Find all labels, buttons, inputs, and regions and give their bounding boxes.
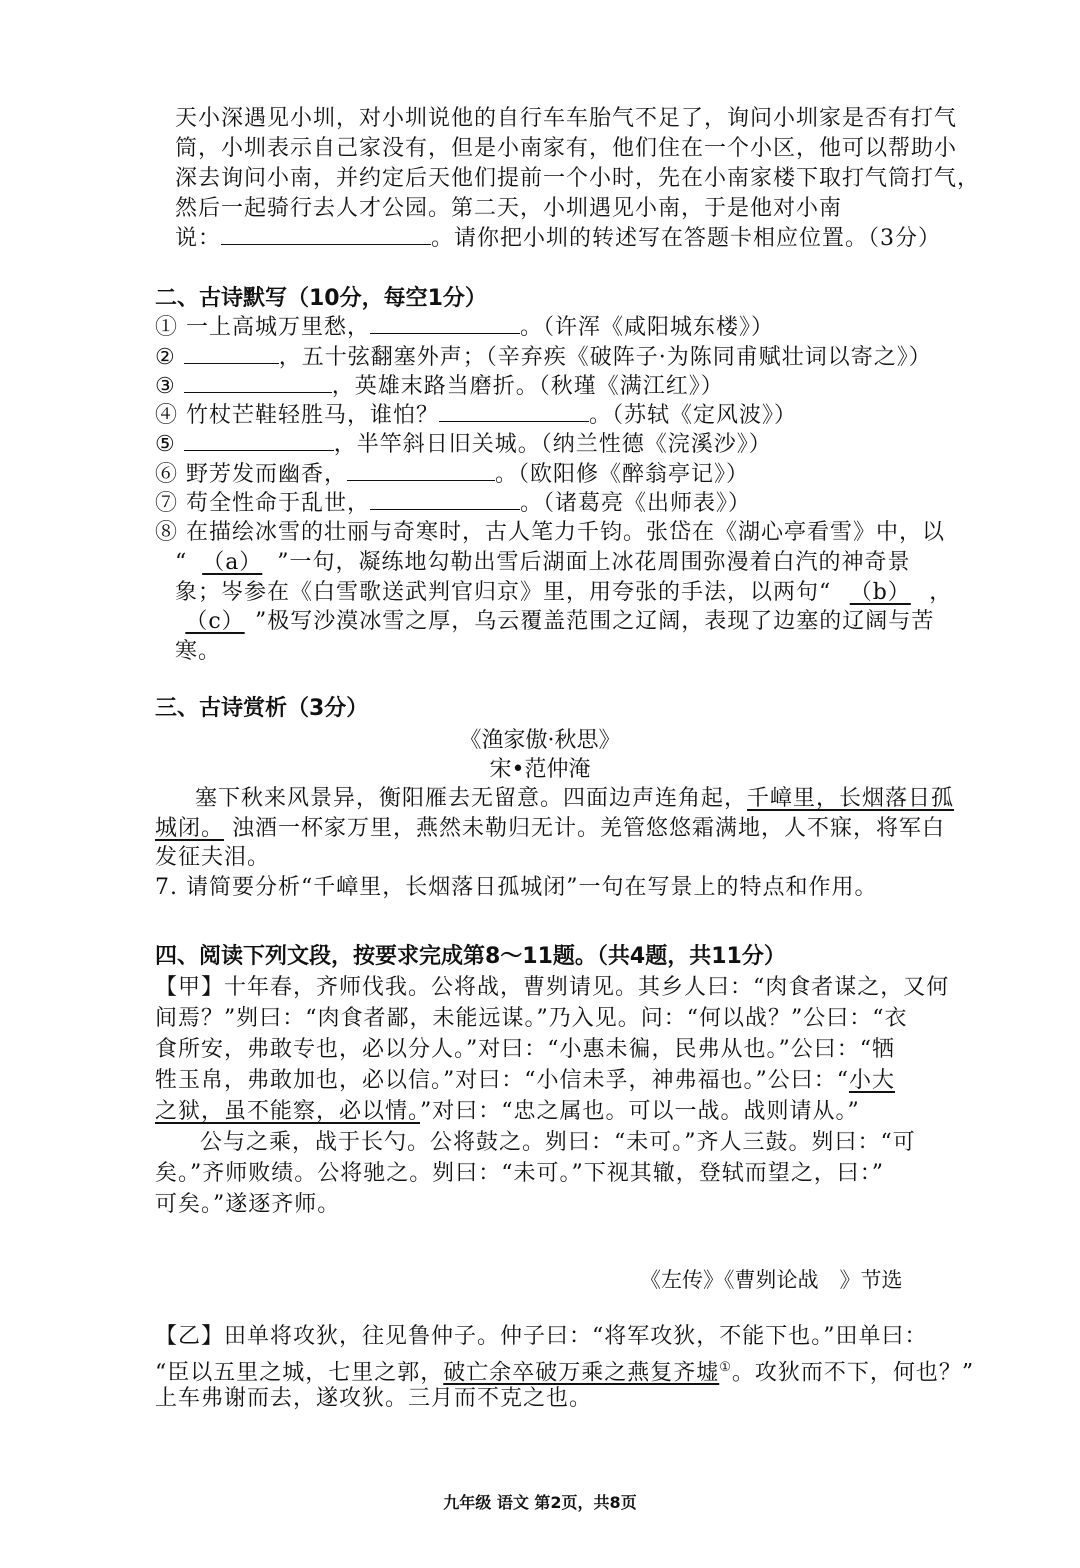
text-jia-line-4 — [155, 1066, 895, 1096]
section-4-title: 四、阅读下列文段，按要求完成第8～11题。（共4题，共11分） — [155, 944, 786, 969]
q7-source: 。（诸葛亮《出师表》） — [520, 491, 752, 516]
text-jia-line-3: 食所安，弗敢专也，必以分人。”对曰：“小惠未徧，民弗从也。”公曰：“牺 — [155, 1037, 895, 1062]
q8-line3-text: 象；岑参在《白雪歌送武判官归京》里，用夸张的手法，以两句“ — [175, 580, 832, 605]
q8-comma: ， — [929, 580, 953, 605]
answer-blank-q1[interactable] — [370, 313, 520, 334]
poem-recall-q8-line1: ⑧ 在描绘冰雪的壮丽与奇寒时，古人笔力千钧。张岱在《湖心亭看雪》中，以 — [155, 520, 945, 545]
poem-recall-q2 — [155, 343, 932, 373]
intro-instruction: 。请你把小圳的转述写在答题卡相应位置。（3分） — [431, 226, 942, 251]
poem-line-3: 发征夫泪。 — [155, 845, 271, 870]
poem-recall-q4 — [155, 401, 797, 431]
intro-line-2: 筒，小圳表示自己家没有，但是小南家有，他们住在一个小区，他可以帮助小 — [175, 136, 958, 161]
text-jia-line-2: 间焉？”刿曰：“肉食者鄙，未能远谋。”乃入见。问：“何以战？”公曰：“衣 — [155, 1006, 908, 1031]
answer-blank-q5[interactable] — [184, 430, 334, 451]
poem-recall-q8-line4 — [175, 607, 934, 637]
answer-blank-q8b[interactable]: （b） — [849, 580, 911, 605]
yi-line-2-text: “臣以五里之城，七里之郭， — [155, 1360, 444, 1386]
text-jia-line-8: 可矣。”遂逐齐师。 — [155, 1192, 341, 1217]
text-jia-line-7: 矣。”齐师败绩。公将驰之。刿曰：“未可。”下视其辙，登轼而望之，曰：” — [155, 1161, 884, 1186]
q1-text: ① 一上高城万里愁， — [155, 315, 370, 340]
q8-open-quote: “ — [175, 550, 188, 575]
q6-source: 。（欧阳修《醉翁亭记》） — [495, 462, 750, 487]
poem-author: 宋•范仲淹 — [489, 757, 591, 782]
poem-line-2-text: 浊酒一杯家万里，燕然未勒归无计。羌管悠悠霜满地，人不寐，将军白 — [224, 816, 946, 841]
q3-text: ，英雄末路当磨折。（秋瑾《满江红》） — [331, 374, 724, 399]
intro-line-3: 深去询问小南，并约定后天他们提前一个小时，先在小南家楼下取打气筒打气， — [175, 166, 981, 191]
section-2-title: 二、古诗默写（10分，每空1分） — [155, 286, 487, 311]
jia-underlined-sentence: 之狱，虽不能察，必以情。 — [155, 1099, 421, 1124]
q8-line4-text: ”极写沙漠冰雪之厚，乌云覆盖范围之辽阔，表现了边塞的辽阔与苦 — [255, 609, 935, 634]
q5-num: ⑤ — [155, 432, 176, 457]
answer-blank-q2[interactable] — [184, 343, 279, 364]
q4-source: 。（苏轼《定风波》） — [589, 403, 798, 428]
poem-line-1 — [195, 784, 954, 814]
poem-underlined-phrase: 千嶂里，长烟落日孤 — [747, 786, 955, 811]
yi-underlined-phrase: 破亡余卒破万乘之燕复齐墟 — [443, 1360, 720, 1386]
intro-line-5 — [175, 224, 941, 254]
poem-line-2 — [155, 814, 945, 844]
poem-recall-q1 — [155, 313, 774, 343]
q1-source: 。（许浑《咸阳城东楼》） — [520, 315, 775, 340]
poem-title: 《渔家傲·秋思》 — [459, 728, 621, 753]
poem-line-1-text: 塞下秋来风景异，衡阳雁去无留意。四面边声连角起， — [195, 786, 748, 811]
q2-text: ，五十弦翻塞外声；（辛弃疾《破阵子·为陈同甫赋壮词以寄之》） — [278, 345, 932, 370]
intro-line-1: 天小深遇见小圳，对小圳说他的自行车车胎气不足了，询问小圳家是否有打气 — [175, 106, 958, 131]
poem-recall-q8-line5: 寒。 — [175, 639, 222, 664]
q5-text: ，半竿斜日旧关城。（纳兰性德《浣溪沙》） — [333, 432, 772, 457]
text-jia-source: 《左传》《曹刿论战 》节选 — [640, 1268, 903, 1292]
jia-line-5-text: ”对曰：“忠之属也。可以一战。战则请从。” — [420, 1099, 860, 1124]
jia-underlined-start: 小大 — [849, 1068, 896, 1093]
footnote-marker: ① — [719, 1360, 732, 1375]
q2-num: ② — [155, 345, 176, 370]
answer-blank-q4[interactable] — [439, 401, 589, 422]
answer-blank-q7[interactable] — [370, 489, 520, 510]
text-yi-line-1: 【乙】田单将攻狄，往见鲁仲子。仲子曰：“将军攻狄，不能下也。”田单曰： — [155, 1324, 928, 1349]
q8-line2-text: ”一句，凝练地勾勒出雪后湖面上冰花周围弥漫着白汽的神奇景 — [277, 550, 911, 575]
poem-recall-q3 — [155, 372, 724, 402]
intro-say-label: 说： — [175, 226, 222, 251]
q3-num: ③ — [155, 374, 176, 399]
yi-line-2-end: 。攻狄而不下，何也？” — [731, 1360, 975, 1386]
poem-recall-q8-line3 — [175, 578, 952, 608]
poem-recall-q7 — [155, 489, 751, 519]
intro-line-4: 然后一起骑行去人才公园。第二天，小圳遇见小南，于是他对小南 — [175, 196, 843, 221]
text-jia-line-1: 【甲】十年春，齐师伐我。公将战，曹刿请见。其乡人曰：“肉食者谋之，又何 — [155, 975, 950, 1000]
question-7: 7. 请简要分析“千嶂里，长烟落日孤城闭”一句在写景上的特点和作用。 — [155, 875, 878, 900]
text-jia-line-5 — [155, 1097, 860, 1127]
q6-text: ⑥ 野芳发而幽香， — [155, 462, 347, 487]
q4-text: ④ 竹杖芒鞋轻胜马，谁怕？ — [155, 403, 439, 428]
poem-recall-q6 — [155, 460, 749, 490]
answer-blank-q8a[interactable]: （a） — [202, 550, 263, 575]
answer-blank-q3[interactable] — [184, 372, 332, 393]
answer-blank-q6[interactable] — [347, 460, 495, 481]
section-3-title: 三、古诗赏析（3分） — [155, 696, 369, 721]
poem-recall-q8-line2 — [175, 548, 911, 578]
page-footer: 九年级 语文 第2页，共8页 — [443, 1493, 637, 1512]
poem-underlined-end: 城闭。 — [155, 816, 225, 841]
answer-blank-intro[interactable] — [221, 224, 431, 245]
jia-line-4-text: 牲玉帛，弗敢加也，必以信。”对曰：“小信未孚，神弗福也。”公曰：“ — [155, 1068, 849, 1093]
q7-text: ⑦ 苟全性命于乱世， — [155, 491, 370, 516]
poem-recall-q5 — [155, 430, 772, 460]
text-jia-line-6: 公与之乘，战于长勺。公将鼓之。刿曰：“未可。”齐人三鼓。刿曰：“可 — [200, 1130, 916, 1155]
text-yi-line-3: 上车弗谢而去，遂攻狄。三月而不克之也。 — [155, 1386, 593, 1411]
answer-blank-q8c[interactable]: （c） — [185, 609, 245, 634]
